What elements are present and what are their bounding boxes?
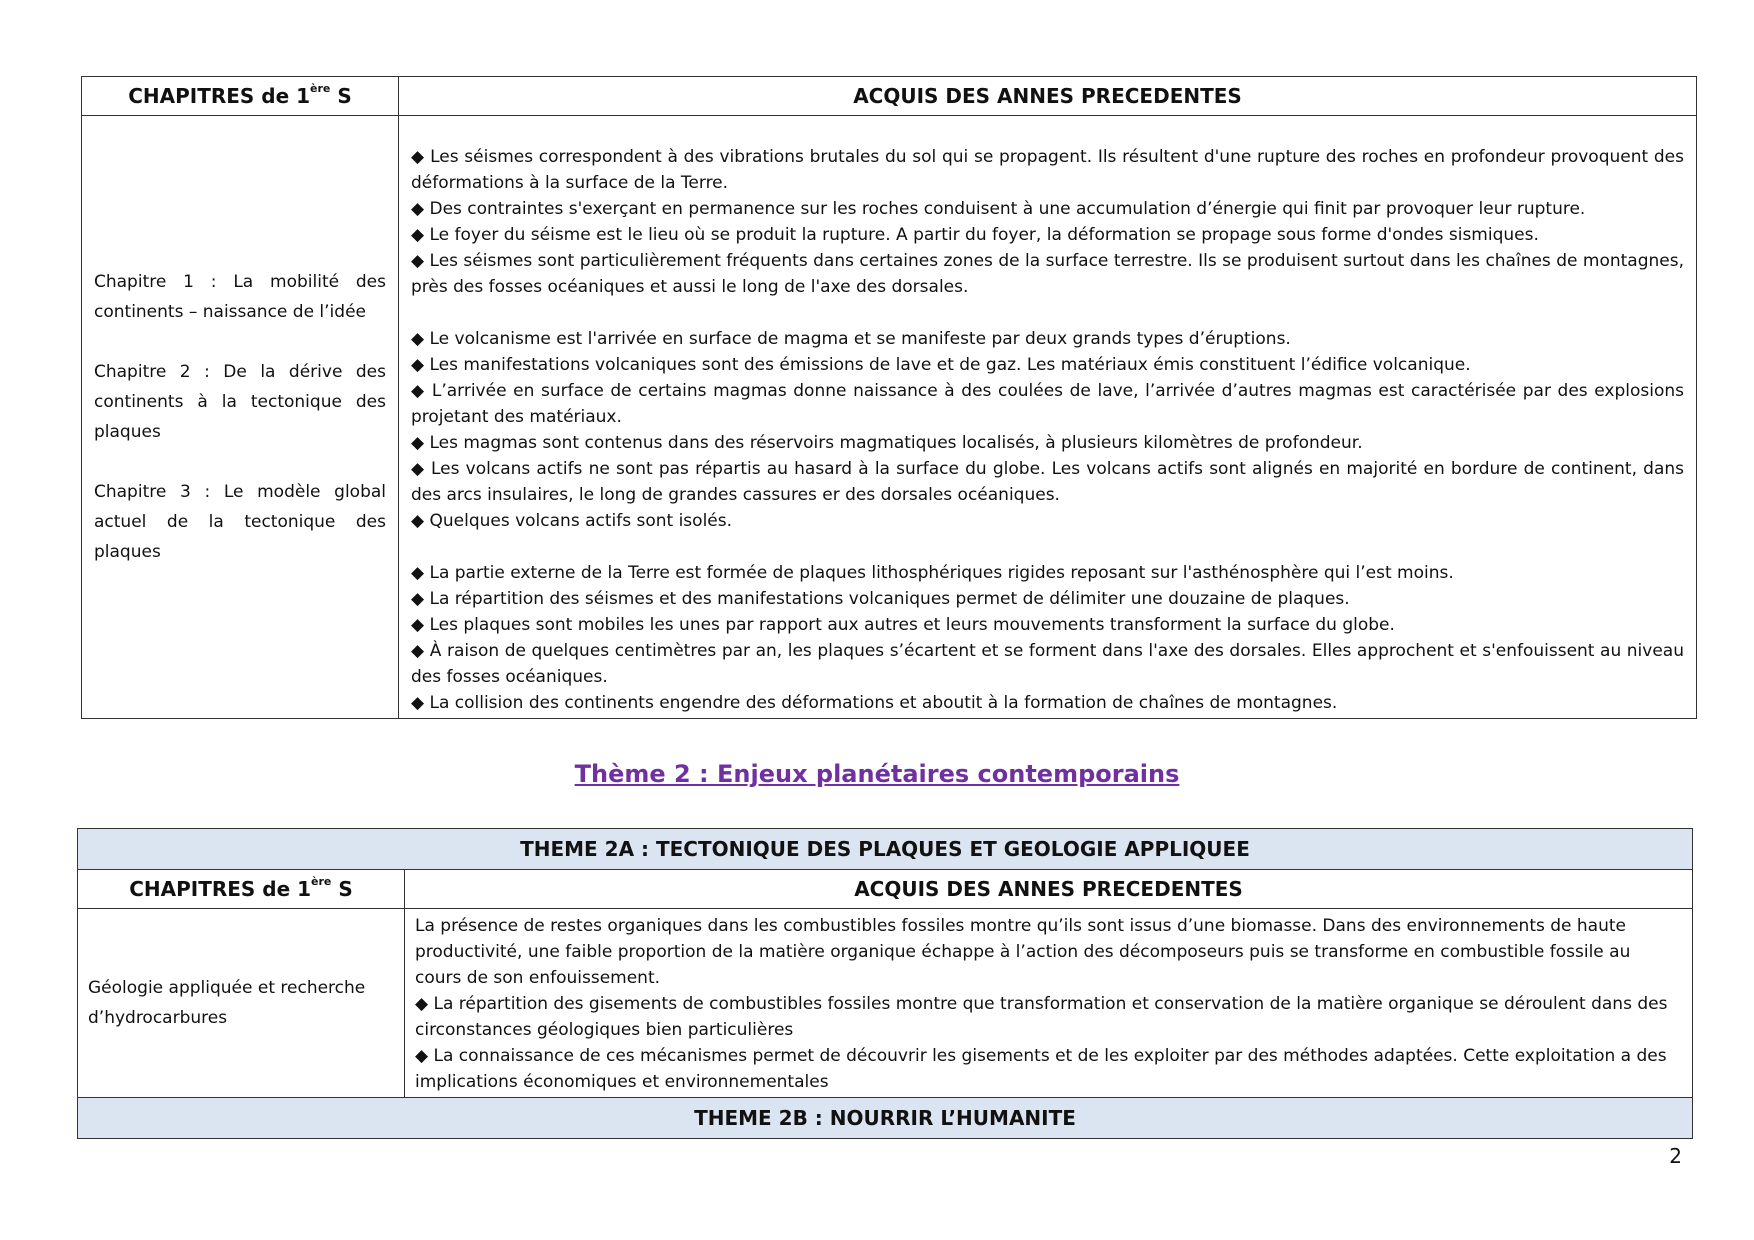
acquis-group-plaques bbox=[411, 560, 1684, 716]
acquis-line: ◆ Les séismes correspondent à des vibrations brutales du sol qui se propagent. Ils résultent d'une rupture des roches en profondeur provoquent des déformations à la surface de la Terre. bbox=[411, 147, 1684, 193]
header-chapters-suffix: S bbox=[330, 84, 352, 108]
acquis-group-seismes bbox=[411, 144, 1684, 300]
header-acquis-2: ACQUIS DES ANNES PRECEDENTES bbox=[405, 870, 1693, 909]
acquis-line: ◆ La partie externe de la Terre est formée de plaques lithosphériques rigides reposant sur l'asthénosphère qui l’est moins. bbox=[411, 563, 1454, 583]
acquis-line: ◆ L’arrivée en surface de certains magmas donne naissance à des coulées de lave, l’arrivée d’autres magmas est caractérisée par des explosions projetant des matériaux. bbox=[411, 381, 1684, 427]
chapters-table-1 bbox=[81, 76, 1697, 719]
acquis-line: ◆ La répartition des gisements de combustibles fossiles montre que transformation et conservation de la matière organique se déroulent dans des circonstances géologiques bien particulières bbox=[415, 994, 1668, 1040]
header-chapters bbox=[82, 77, 399, 116]
acquis-line: ◆ Le foyer du séisme est le lieu où se produit la rupture. A partir du foyer, la déformation se propage sous forme d'ondes sismiques. bbox=[411, 225, 1539, 245]
acquis-content-2 bbox=[405, 909, 1693, 1098]
acquis-line: ◆ Les magmas sont contenus dans des réservoirs magmatiques localisés, à plusieurs kilomètres de profondeur. bbox=[411, 433, 1363, 453]
acquis-line: ◆ À raison de quelques centimètres par an, les plaques s’écartent et se forment dans l'axe des dorsales. Elles approchent et s'enfouissent au niveau des fosses océaniques. bbox=[411, 641, 1684, 687]
header-chapters-text: CHAPITRES de 1 bbox=[128, 84, 311, 108]
header-chapters-2-suffix: S bbox=[331, 877, 353, 901]
header-chapters-2 bbox=[78, 870, 405, 909]
acquis-line: ◆ La connaissance de ces mécanismes permet de découvrir les gisements et de les exploiter par des méthodes adaptées. Cette exploitation a des implications économiques et environnementales bbox=[415, 1046, 1667, 1092]
acquis-line: ◆ Les volcans actifs ne sont pas répartis au hasard à la surface du globe. Les volcans actifs sont alignés en majorité en bordure de continent, dans des arcs insulaires, le long de grandes cassures er des dorsales océaniques. bbox=[411, 459, 1684, 505]
chapters-list bbox=[82, 116, 399, 719]
theme-2-title: Thème 2 : Enjeux planétaires contemporains bbox=[574, 760, 1180, 788]
acquis-line: ◆ Le volcanisme est l'arrivée en surface de magma et se manifeste par deux grands types d’éruptions. bbox=[411, 329, 1291, 349]
acquis-line: ◆ Les manifestations volcaniques sont des émissions de lave et de gaz. Les matériaux émis constituent l’édifice volcanique. bbox=[411, 355, 1471, 375]
acquis-line: ◆ La répartition des séismes et des manifestations volcaniques permet de délimiter une douzaine de plaques. bbox=[411, 589, 1350, 609]
chapter-item: Chapitre 2 : De la dérive des continents à la tectonique des plaques bbox=[94, 362, 386, 442]
header-chapters-2-text: CHAPITRES de 1 bbox=[129, 877, 312, 901]
theme-2b-band: THEME 2B : NOURRIR L’HUMANITE bbox=[78, 1098, 1693, 1139]
acquis-content bbox=[399, 116, 1697, 719]
theme-2a-band: THEME 2A : TECTONIQUE DES PLAQUES ET GEOLOGIE APPLIQUEE bbox=[78, 829, 1693, 870]
chapters-table-2 bbox=[77, 828, 1693, 1139]
acquis-line: ◆ La collision des continents engendre des déformations et aboutit à la formation de chaînes de montagnes. bbox=[411, 693, 1338, 713]
acquis-line: ◆ Des contraintes s'exerçant en permanence sur les roches conduisent à une accumulation d’énergie qui finit par provoquer leur rupture. bbox=[411, 199, 1586, 219]
header-chapters-sup: ère bbox=[310, 82, 331, 95]
acquis-line: ◆ Les séismes sont particulièrement fréquents dans certaines zones de la surface terrestre. Ils se produisent surtout dans les chaînes de montagnes, près des fosses océaniques et aussi le long de l'axe des dorsales. bbox=[411, 251, 1684, 297]
acquis-group-volcanisme bbox=[411, 326, 1684, 534]
header-acquis: ACQUIS DES ANNES PRECEDENTES bbox=[399, 77, 1697, 116]
acquis-line: ◆ Quelques volcans actifs sont isolés. bbox=[411, 511, 733, 531]
chapter-geologie: Géologie appliquée et recherche d’hydrocarbures bbox=[78, 909, 405, 1098]
chapter-item: Chapitre 3 : Le modèle global actuel de la tectonique des plaques bbox=[94, 482, 386, 562]
header-chapters-2-sup: ère bbox=[311, 875, 332, 888]
chapter-item: Chapitre 1 : La mobilité des continents – naissance de l’idée bbox=[94, 272, 386, 322]
acquis-line: ◆ Les plaques sont mobiles les unes par rapport aux autres et leurs mouvements transforment la surface du globe. bbox=[411, 615, 1395, 635]
page-number: 2 bbox=[1669, 1144, 1682, 1168]
acquis-line: La présence de restes organiques dans les combustibles fossiles montre qu’ils sont issus d’une biomasse. Dans des environnements de haute productivité, une faible proportion de la matière organique échappe à l’action des décomposeurs puis se transforme en combustible fossile au cours de son enfouissement. bbox=[415, 916, 1631, 988]
